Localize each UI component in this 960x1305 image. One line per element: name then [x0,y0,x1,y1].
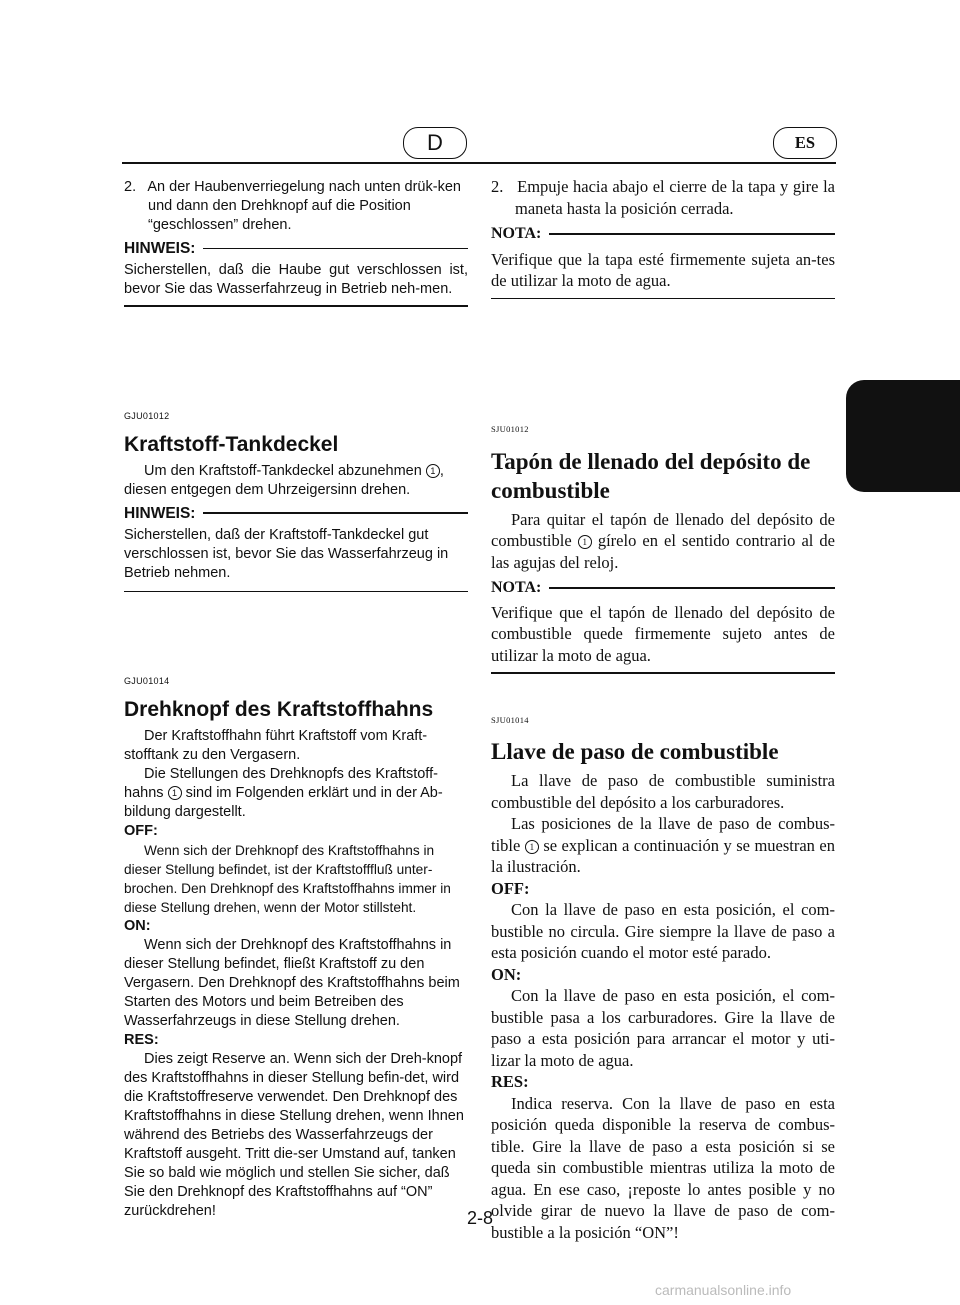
language-badge-de: D [403,127,467,159]
note-text: Verifique que la tapa esté firmemente sujeta an-tes de utilizar la moto de agua. [491,249,835,290]
watermark: carmanualsonline.info [655,1282,792,1298]
on-text: Wenn sich der Drehknopf des Kraftstoffhahns in dieser Stellung befindet, fließt Kraftstoff zu den Vergasern. Den Drehknopf des Kraftstoffhahns beim Starten des Motors und beim Betreiben des Wasserfahrzeugs in diese Stellung drehen. [124,937,460,1029]
res-text: Indica reserva. Con la llave de paso en esta posición queda disponible la reserva de combus-tible. Gire la llave de paso a esta posición si se queda sin combustible mientras utiliza la moto de agua. En ese caso, ¡reposte lo antes posible y no olvide girar de nuevo la llave de paso de com-bustible a la posición “ON”! [491,1093,835,1242]
res-text: Dies zeigt Reserve an. Wenn sich der Dreh-knopf des Kraftstoffhahns in dieser Stellung befin-det, wird die Kraftstoffreserve verwendet. Den Drehknopf des Kraftstoffhahns in diese Stellung drehen, wenn Ihnen während des Betriebs des Wasserfahrzeugs der Kraftstoff ausgeht. Tritt die-ser Umstand auf, tanken Sie so bald wie möglich und stellen Sie sicher, daß Sie den Drehknopf des Kraftstoffhahns auf “ON” zurückdrehen! [124,1051,464,1219]
section-paragraph: Der Kraftstoffhahn führt Kraftstoff vom Kraft-stofftank zu den Vergasern. [124,728,428,763]
language-badge-es: ES [773,127,837,159]
note-heading [491,223,835,245]
on-text: Con la llave de paso en esta posición, el com-bustible pasa a los carburadores. Gire la llave de paso a esta posición para arrancar el motor y uti-lizar la moto de agua. [491,986,835,1070]
callout-1: 1 [578,535,592,549]
note-end-rule [124,305,468,307]
note-label: HINWEIS: [124,240,196,257]
section-code: GJU01014 [124,676,170,686]
section-paragraph: Las posiciones de la llave de paso de combus-tible 1 se explican a continuación y se muestran en la ilustración. [491,814,836,876]
note-text: Verifique que el tapón de llenado del depósito de combustible quede firmemente sujeto antes de utilizar la moto de agua. [491,602,835,665]
section-title: Drehknopf des Kraftstoffhahns [124,698,434,721]
res-label: RES: [491,1072,529,1091]
section-code: SJU01012 [491,424,529,434]
note-label: NOTA: [491,579,542,596]
off-text: Con la llave de paso en esta posición, el com-bustible no circula. Gire siempre la llave de paso a esta posición cuando el motor esté parado. [491,900,835,962]
off-text: Wenn sich der Drehknopf des Kraftstoffhahns in dieser Stellung befindet, ist der Kraftstofffluß unter-brochen. Den Drehknopf des Kraftstoffhahns immer in diese Stellung drehen, wenn der Motor stillsteht. [124,843,451,915]
off-label: OFF: [491,878,530,898]
on-label: ON: [491,964,522,984]
section-code: GJU01012 [124,410,170,421]
section-paragraph: Para quitar el tapón de llenado del depósito de combustible 1 gírelo en el sentido contrario al de las agujas del reloj. [491,509,836,572]
section-paragraph: Um den Kraftstoff-Tankdeckel abzunehmen 1 , diesen entgegen dem Uhrzeigersinn drehen. [124,462,444,498]
step-2: 2. Empuje hacia abajo el cierre de la tapa y gire la maneta hasta la posición cerrada. [491,177,835,218]
note-text: Sicherstellen, daß der Kraftstoff-Tankdeckel gut verschlossen ist, bevor Sie das Wasserfahrzeug in Betrieb nehmen. [124,526,449,581]
german-column [124,178,468,1221]
section-paragraph: Die Stellungen des Drehknopfs des Kraftstoff-hahns 1 sind im Folgenden erklärt und in der Ab-bildung dargestellt. [124,766,443,820]
step-2: 2. An der Haubenverriegelung nach unten drük-ken und dann den Drehknopf auf die Position “geschlossen” drehen. [124,179,461,233]
callout-1: 1 [168,786,182,800]
note-text: Sicherstellen, daß die Haube gut verschlossen ist, bevor Sie das Wasserfahrzeug in Betrieb neh-men. [124,262,468,297]
note-heading [124,504,468,523]
spanish-column [491,176,835,1243]
page-number: 2-8 [466,1208,493,1228]
callout-1: 1 [426,464,440,478]
note-heading [491,577,835,599]
on-label: ON: [124,918,151,934]
section-title: Tapón de llenado del depósito de combustible [491,448,811,503]
header-rule [122,162,836,164]
note-end-rule [124,591,468,593]
callout-1: 1 [525,840,539,854]
res-label: RES: [124,1032,159,1048]
section-title: Kraftstoff-Tankdeckel [124,432,339,456]
off-label: OFF: [124,823,158,839]
section-title: Llave de paso de combustible [491,739,779,764]
note-heading [124,239,468,258]
note-end-rule [491,298,835,300]
note-end-rule [491,672,835,674]
section-code: SJU01014 [491,714,529,725]
section-paragraph: La llave de paso de combustible suministra combustible del depósito a los carburadores. [491,771,835,812]
note-label: HINWEIS: [124,504,196,522]
note-label: NOTA: [491,225,542,242]
chapter-tab [846,380,960,492]
